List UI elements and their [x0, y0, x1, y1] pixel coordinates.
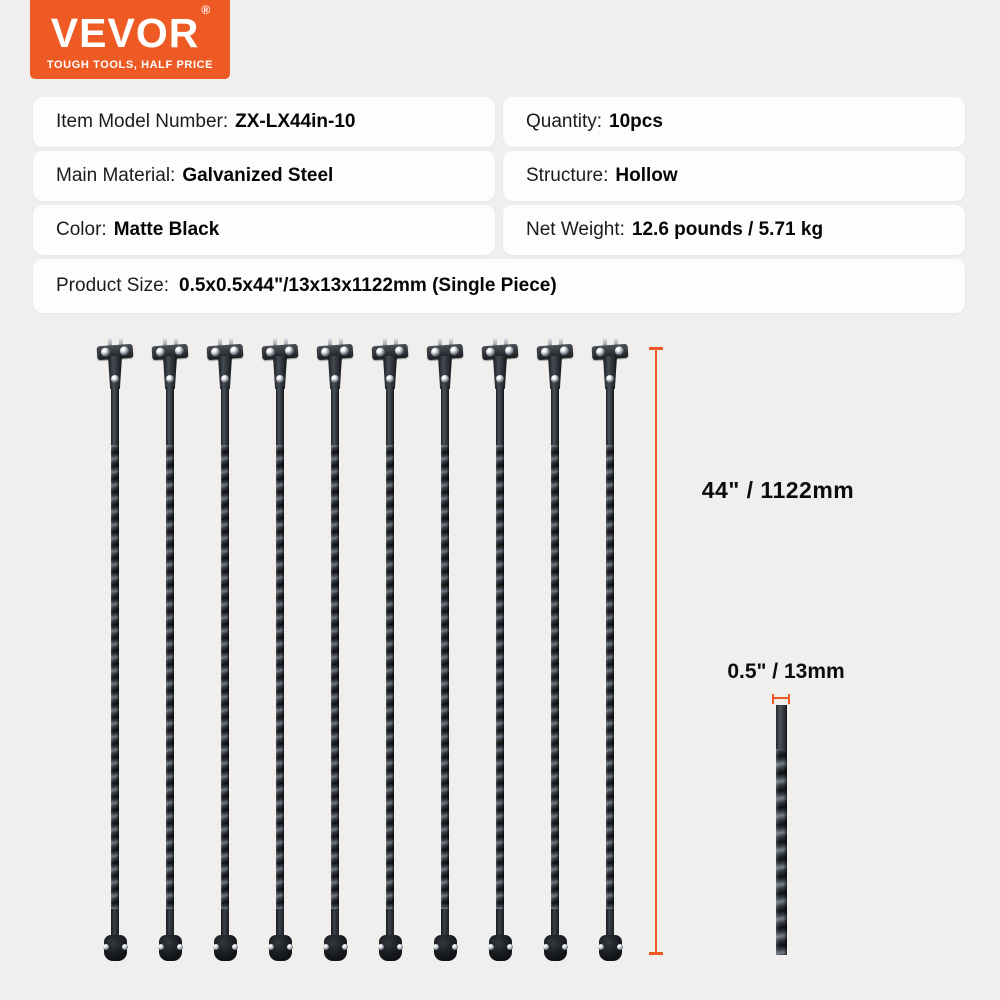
screw-icon [615, 346, 625, 356]
baluster-mount-plate [603, 356, 617, 389]
screw-icon [386, 375, 394, 383]
baluster-mount-plate [273, 356, 287, 389]
screw-icon [230, 346, 240, 356]
baluster-image [202, 338, 248, 962]
baluster-base-shoe [269, 935, 292, 961]
spec-label: Structure: [526, 165, 609, 186]
baluster-twisted-shaft [776, 705, 787, 955]
screw-icon [486, 347, 496, 357]
baluster-mount-plate [218, 356, 232, 389]
baluster-mount-plate [383, 356, 397, 389]
screw-icon [441, 375, 449, 383]
baluster-twisted-shaft [166, 387, 174, 939]
width-dimension-label: 0.5" / 13mm [727, 660, 845, 683]
screw-icon [507, 944, 513, 950]
screw-icon [397, 944, 403, 950]
screw-icon [166, 375, 174, 383]
spec-label: Quantity: [526, 111, 603, 132]
screw-icon [232, 944, 238, 950]
screw-icon [321, 347, 331, 357]
baluster-mount-plate [493, 356, 507, 389]
baluster-mount-plate [438, 356, 452, 389]
registered-trademark-icon: ® [201, 2, 212, 17]
baluster-image [422, 338, 468, 962]
screw-icon [488, 944, 494, 950]
spec-label: Item Model Number: [56, 111, 229, 132]
spec-value: Hollow [615, 165, 678, 186]
screw-icon [452, 944, 458, 950]
spec-value: Galvanized Steel [182, 165, 334, 186]
brand-tagline: TOUGH TOOLS, HALF PRICE [46, 58, 214, 71]
spec-value: 12.6 pounds / 5.71 kg [631, 219, 824, 240]
screw-icon [122, 944, 128, 950]
baluster-image [532, 338, 578, 962]
width-dimension-bracket [772, 694, 790, 704]
baluster-image [257, 338, 303, 962]
screw-icon [156, 347, 166, 357]
screw-icon [276, 375, 284, 383]
screw-icon [433, 944, 439, 950]
length-dimension-label: 44" / 1122mm [701, 477, 855, 503]
baluster-base-shoe [214, 935, 237, 961]
baluster-base-shoe [159, 935, 182, 961]
baluster-base-shoe [434, 935, 457, 961]
screw-icon [617, 944, 623, 950]
screw-icon [331, 375, 339, 383]
baluster-base-shoe [104, 935, 127, 961]
spec-label: Product Size: [56, 275, 169, 296]
screw-icon [287, 944, 293, 950]
baluster-image [477, 338, 523, 962]
screw-icon [221, 375, 229, 383]
screw-icon [101, 347, 111, 357]
screw-icon [431, 347, 441, 357]
screw-icon [560, 346, 570, 356]
baluster-image [147, 338, 193, 962]
baluster-base-shoe [599, 935, 622, 961]
screw-icon [606, 375, 614, 383]
baluster-twisted-shaft [606, 387, 614, 939]
screw-icon [211, 347, 221, 357]
screw-icon [376, 347, 386, 357]
screw-icon [175, 346, 185, 356]
baluster-mount-plate [548, 356, 562, 389]
spec-label: Main Material: [56, 165, 176, 186]
screw-icon [120, 346, 130, 356]
baluster-base-shoe [489, 935, 512, 961]
baluster-mount-plate [108, 356, 122, 389]
screw-icon [596, 347, 606, 357]
screw-icon [285, 346, 295, 356]
spec-value: Matte Black [113, 219, 220, 240]
baluster-base-shoe [324, 935, 347, 961]
baluster-twisted-shaft [221, 387, 229, 939]
baluster-twisted-shaft [551, 387, 559, 939]
baluster-image [587, 338, 633, 962]
spec-value: 10pcs [609, 111, 663, 132]
baluster-mount-plate [163, 356, 177, 389]
screw-icon [541, 347, 551, 357]
screw-icon [562, 944, 568, 950]
baluster-base-shoe [544, 935, 567, 961]
screw-icon [177, 944, 183, 950]
screw-icon [268, 944, 274, 950]
screw-icon [395, 346, 405, 356]
baluster-image [92, 338, 138, 962]
baluster-group [92, 338, 642, 963]
baluster-twisted-shaft [111, 387, 119, 939]
spec-label: Color: [56, 219, 107, 240]
screw-icon [323, 944, 329, 950]
length-dimension-line [655, 347, 657, 955]
screw-icon [551, 375, 559, 383]
spec-value: ZX-LX44in-10 [235, 111, 356, 132]
baluster-mount-plate [328, 356, 342, 389]
screw-icon [158, 944, 164, 950]
baluster-twisted-shaft [386, 387, 394, 939]
screw-icon [266, 347, 276, 357]
brand-name: VEVOR [50, 9, 200, 56]
baluster-twisted-shaft [496, 387, 504, 939]
screw-icon [505, 346, 515, 356]
baluster-image [312, 338, 358, 962]
single-baluster-side-view [775, 705, 788, 955]
screw-icon [340, 346, 350, 356]
screw-icon [378, 944, 384, 950]
baluster-twisted-shaft [331, 387, 339, 939]
baluster-twisted-shaft [276, 387, 284, 939]
screw-icon [111, 375, 119, 383]
screw-icon [450, 346, 460, 356]
screw-icon [213, 944, 219, 950]
screw-icon [598, 944, 604, 950]
spec-value: 0.5x0.5x44"/13x13x1122mm (Single Piece) [179, 275, 557, 296]
screw-icon [543, 944, 549, 950]
baluster-image [367, 338, 413, 962]
screw-icon [342, 944, 348, 950]
baluster-twisted-shaft [441, 387, 449, 939]
screw-icon [103, 944, 109, 950]
screw-icon [496, 375, 504, 383]
baluster-base-shoe [379, 935, 402, 961]
spec-label: Net Weight: [526, 219, 625, 240]
